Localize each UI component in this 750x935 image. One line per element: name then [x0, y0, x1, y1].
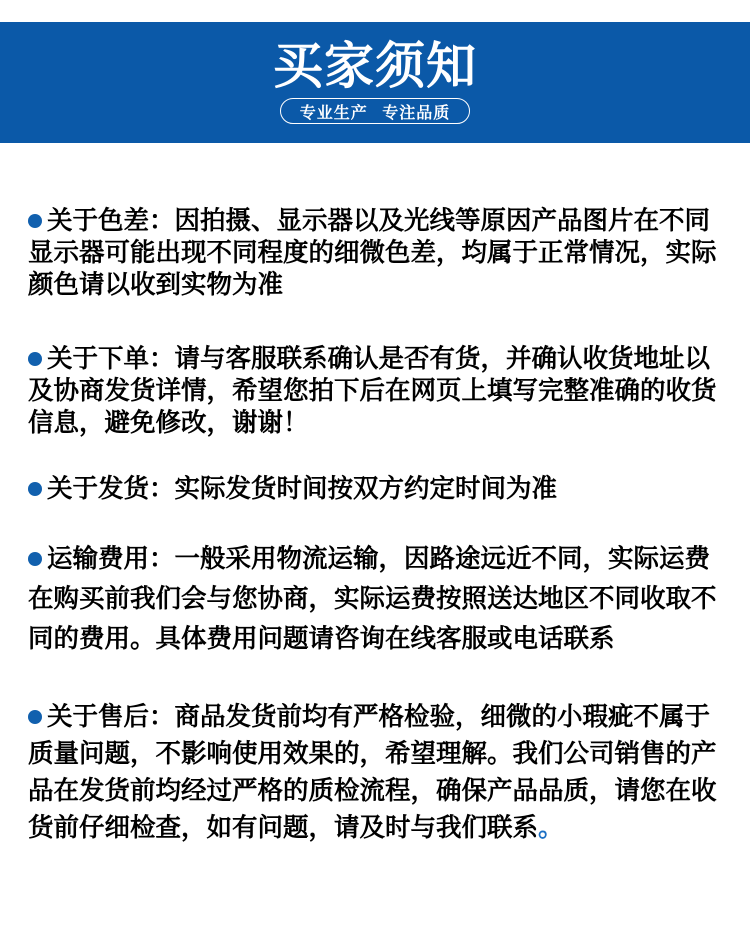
header-banner: [0, 22, 750, 143]
bullet-icon: [28, 352, 42, 366]
page-title: 买家须知: [273, 37, 477, 95]
bullet-icon: [28, 214, 42, 228]
notice-item-color-difference: [28, 205, 722, 301]
notice-body: 商品发货前均有严格检验，细微的小瑕疵不属于质量问题，不影响使用效果的，希望理解。我们公司销售的产品在发货前均经过严格的质检流程，确保产品品质，请您在收货前仔细检查，如有问题，请及时与我们联系: [28, 702, 717, 843]
bullet-icon: [28, 482, 42, 496]
notice-body: 一般采用物流运输，因路途远近不同，实际运费在购买前我们会与您协商，实际运费按照送达地区不同收取不同的费用。具体费用问题请咨询在线客服或电话联系: [28, 544, 717, 654]
notice-list: [0, 205, 750, 847]
tagline-text: 专业生产 专注品质: [299, 102, 451, 122]
notice-body: 因拍摄、显示器以及光线等原因产品图片在不同显示器可能出现不同程度的细微色差，均属于正常情况，实际颜色请以收到实物为准: [28, 206, 717, 300]
notice-body: 请与客服联系确认是否有货，并确认收货地址以及协商发货详情，希望您拍下后在网页上填写完整准确的收货信息，避免修改，谢谢！: [28, 344, 717, 438]
notice-label: 关于下单：: [47, 344, 175, 374]
notice-item-after-sales: [28, 699, 722, 847]
notice-body: 实际发货时间按双方约定时间为准: [174, 474, 558, 504]
tagline-pill: [280, 98, 470, 124]
notice-label: 关于发货：: [47, 474, 175, 504]
notice-label: 运输费用：: [47, 544, 175, 574]
notice-suffix: 。: [538, 813, 564, 843]
notice-item-freight-cost: [28, 539, 722, 659]
notice-item-shipping: [28, 473, 722, 505]
notice-label: 关于售后：: [47, 702, 175, 732]
bullet-icon: [28, 552, 42, 566]
bullet-icon: [28, 710, 42, 724]
notice-item-ordering: [28, 343, 722, 439]
notice-label: 关于色差：: [47, 206, 175, 236]
